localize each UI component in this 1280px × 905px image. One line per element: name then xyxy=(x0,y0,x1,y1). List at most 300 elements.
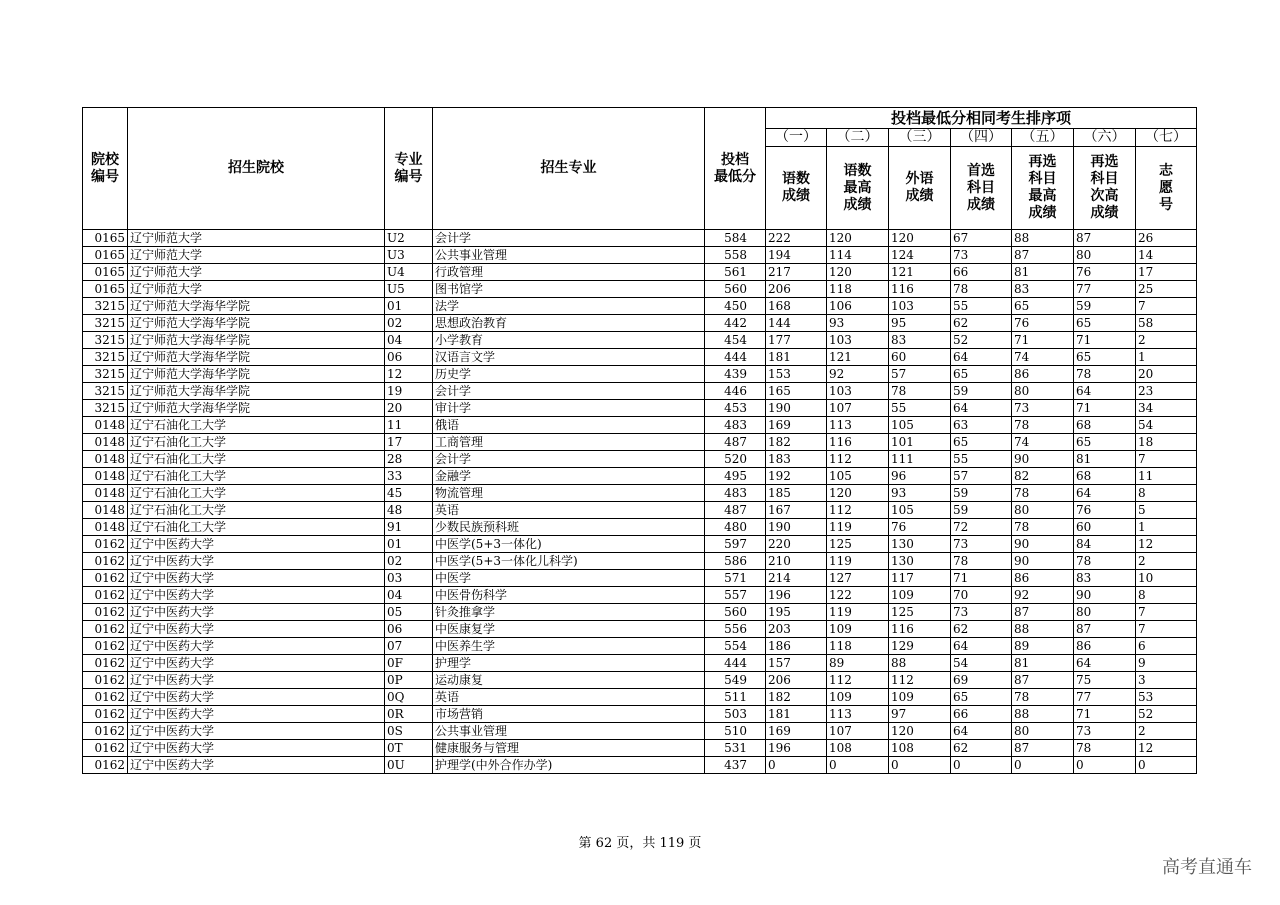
table-header xyxy=(83,108,1197,230)
cell-school: 辽宁石油化工大学 xyxy=(128,468,385,485)
cell-min-score: 560 xyxy=(705,604,766,621)
cell-wish-no: 26 xyxy=(1136,230,1197,247)
cell-score-6: 64 xyxy=(1074,383,1136,400)
cell-wish-no: 23 xyxy=(1136,383,1197,400)
cell-major-code: U2 xyxy=(385,230,433,247)
cell-score-6: 90 xyxy=(1074,587,1136,604)
cell-score-3: 116 xyxy=(889,281,951,298)
cell-score-6: 71 xyxy=(1074,706,1136,723)
cell-score-5: 86 xyxy=(1012,366,1074,383)
cell-min-score: 444 xyxy=(705,349,766,366)
cell-score-6: 78 xyxy=(1074,366,1136,383)
cell-major-code: 0F xyxy=(385,655,433,672)
cell-major: 物流管理 xyxy=(433,485,705,502)
cell-wish-no: 14 xyxy=(1136,247,1197,264)
cell-score-4: 73 xyxy=(951,247,1012,264)
cell-major-code: 04 xyxy=(385,332,433,349)
cell-score-6: 68 xyxy=(1074,417,1136,434)
cell-min-score: 439 xyxy=(705,366,766,383)
cell-score-4: 64 xyxy=(951,638,1012,655)
cell-score-1: 217 xyxy=(766,264,827,281)
cell-school: 辽宁师范大学 xyxy=(128,247,385,264)
cell-score-5: 71 xyxy=(1012,332,1074,349)
cell-school-code: 0148 xyxy=(83,502,128,519)
cell-major-code: 17 xyxy=(385,434,433,451)
cell-min-score: 483 xyxy=(705,417,766,434)
cell-score-1: 169 xyxy=(766,417,827,434)
cell-score-5: 74 xyxy=(1012,349,1074,366)
header-major: 招生专业 xyxy=(433,108,705,230)
table-row xyxy=(83,366,1197,383)
cell-school-code: 0162 xyxy=(83,570,128,587)
cell-major-code: 0U xyxy=(385,757,433,774)
header-major-code-text: 专业 编号 xyxy=(394,151,423,185)
cell-school: 辽宁师范大学 xyxy=(128,264,385,281)
cell-major-code: 03 xyxy=(385,570,433,587)
table-row xyxy=(83,723,1197,740)
cell-score-3: 120 xyxy=(889,723,951,740)
cell-min-score: 480 xyxy=(705,519,766,536)
cell-score-1: 181 xyxy=(766,349,827,366)
cell-school-code: 0162 xyxy=(83,723,128,740)
header-tiebreak-num: （一） xyxy=(766,129,827,147)
cell-score-5: 74 xyxy=(1012,434,1074,451)
cell-school-code: 3215 xyxy=(83,400,128,417)
cell-score-5: 80 xyxy=(1012,383,1074,400)
cell-score-4: 72 xyxy=(951,519,1012,536)
cell-score-4: 62 xyxy=(951,315,1012,332)
cell-min-score: 453 xyxy=(705,400,766,417)
cell-score-3: 93 xyxy=(889,485,951,502)
cell-min-score: 483 xyxy=(705,485,766,502)
table-row xyxy=(83,570,1197,587)
cell-score-5: 73 xyxy=(1012,400,1074,417)
cell-score-4: 69 xyxy=(951,672,1012,689)
cell-wish-no: 52 xyxy=(1136,706,1197,723)
cell-min-score: 520 xyxy=(705,451,766,468)
cell-min-score: 549 xyxy=(705,672,766,689)
cell-score-6: 71 xyxy=(1074,332,1136,349)
cell-major: 会计学 xyxy=(433,451,705,468)
cell-score-1: 168 xyxy=(766,298,827,315)
cell-wish-no: 2 xyxy=(1136,553,1197,570)
cell-wish-no: 53 xyxy=(1136,689,1197,706)
cell-score-6: 83 xyxy=(1074,570,1136,587)
cell-wish-no: 5 xyxy=(1136,502,1197,519)
cell-score-6: 78 xyxy=(1074,553,1136,570)
cell-min-score: 557 xyxy=(705,587,766,604)
cell-score-1: 144 xyxy=(766,315,827,332)
cell-major-code: 07 xyxy=(385,638,433,655)
cell-major: 公共事业管理 xyxy=(433,723,705,740)
cell-wish-no: 11 xyxy=(1136,468,1197,485)
cell-score-3: 78 xyxy=(889,383,951,400)
cell-score-2: 120 xyxy=(827,230,889,247)
cell-score-4: 59 xyxy=(951,383,1012,400)
cell-school: 辽宁石油化工大学 xyxy=(128,417,385,434)
cell-score-6: 60 xyxy=(1074,519,1136,536)
table-row xyxy=(83,349,1197,366)
header-tiebreak-label xyxy=(827,147,889,230)
cell-score-2: 127 xyxy=(827,570,889,587)
cell-min-score: 554 xyxy=(705,638,766,655)
cell-wish-no: 3 xyxy=(1136,672,1197,689)
cell-min-score: 586 xyxy=(705,553,766,570)
table-row xyxy=(83,315,1197,332)
cell-score-5: 65 xyxy=(1012,298,1074,315)
cell-major-code: 33 xyxy=(385,468,433,485)
cell-score-1: 153 xyxy=(766,366,827,383)
cell-score-5: 88 xyxy=(1012,706,1074,723)
cell-score-2: 103 xyxy=(827,332,889,349)
cell-min-score: 561 xyxy=(705,264,766,281)
header-tiebreak-label-text: 语数 成绩 xyxy=(782,171,810,204)
cell-score-4: 59 xyxy=(951,502,1012,519)
cell-score-3: 103 xyxy=(889,298,951,315)
cell-major-code: 19 xyxy=(385,383,433,400)
cell-score-4: 78 xyxy=(951,553,1012,570)
cell-score-3: 95 xyxy=(889,315,951,332)
cell-score-5: 0 xyxy=(1012,757,1074,774)
cell-score-1: 220 xyxy=(766,536,827,553)
cell-score-4: 78 xyxy=(951,281,1012,298)
header-tiebreak-label-text: 志 愿 号 xyxy=(1159,162,1173,213)
cell-major-code: 0P xyxy=(385,672,433,689)
cell-score-4: 65 xyxy=(951,366,1012,383)
table-row xyxy=(83,485,1197,502)
cell-score-5: 89 xyxy=(1012,638,1074,655)
cell-score-1: 222 xyxy=(766,230,827,247)
cell-school: 辽宁中医药大学 xyxy=(128,553,385,570)
cell-min-score: 510 xyxy=(705,723,766,740)
cell-score-3: 105 xyxy=(889,502,951,519)
cell-score-1: 206 xyxy=(766,281,827,298)
cell-school: 辽宁中医药大学 xyxy=(128,570,385,587)
cell-score-3: 121 xyxy=(889,264,951,281)
cell-score-5: 90 xyxy=(1012,553,1074,570)
cell-major-code: 0Q xyxy=(385,689,433,706)
cell-school-code: 0162 xyxy=(83,689,128,706)
header-tiebreak-label xyxy=(1012,147,1074,230)
cell-school: 辽宁石油化工大学 xyxy=(128,502,385,519)
cell-major: 思想政治教育 xyxy=(433,315,705,332)
cell-score-4: 62 xyxy=(951,740,1012,757)
cell-score-1: 203 xyxy=(766,621,827,638)
table-row xyxy=(83,417,1197,434)
cell-score-3: 60 xyxy=(889,349,951,366)
table-row xyxy=(83,383,1197,400)
cell-school-code: 0162 xyxy=(83,587,128,604)
cell-score-6: 64 xyxy=(1074,485,1136,502)
table-row xyxy=(83,434,1197,451)
cell-major: 工商管理 xyxy=(433,434,705,451)
cell-score-3: 120 xyxy=(889,230,951,247)
cell-school: 辽宁中医药大学 xyxy=(128,655,385,672)
table-row xyxy=(83,757,1197,774)
cell-major: 少数民族预科班 xyxy=(433,519,705,536)
cell-score-1: 182 xyxy=(766,434,827,451)
cell-school: 辽宁中医药大学 xyxy=(128,672,385,689)
cell-major-code: 02 xyxy=(385,315,433,332)
cell-score-2: 93 xyxy=(827,315,889,332)
cell-wish-no: 25 xyxy=(1136,281,1197,298)
cell-score-2: 0 xyxy=(827,757,889,774)
cell-score-6: 0 xyxy=(1074,757,1136,774)
cell-score-3: 76 xyxy=(889,519,951,536)
cell-school: 辽宁中医药大学 xyxy=(128,689,385,706)
cell-score-2: 118 xyxy=(827,281,889,298)
cell-score-5: 92 xyxy=(1012,587,1074,604)
cell-score-2: 92 xyxy=(827,366,889,383)
cell-score-2: 103 xyxy=(827,383,889,400)
cell-score-4: 70 xyxy=(951,587,1012,604)
cell-wish-no: 54 xyxy=(1136,417,1197,434)
cell-score-6: 80 xyxy=(1074,604,1136,621)
cell-score-2: 121 xyxy=(827,349,889,366)
cell-score-5: 80 xyxy=(1012,723,1074,740)
cell-score-5: 78 xyxy=(1012,417,1074,434)
cell-major: 公共事业管理 xyxy=(433,247,705,264)
cell-score-2: 119 xyxy=(827,604,889,621)
cell-school-code: 0162 xyxy=(83,706,128,723)
cell-score-1: 177 xyxy=(766,332,827,349)
cell-score-4: 66 xyxy=(951,264,1012,281)
cell-score-6: 87 xyxy=(1074,230,1136,247)
header-tiebreak-num: （五） xyxy=(1012,129,1074,147)
cell-score-4: 67 xyxy=(951,230,1012,247)
cell-school-code: 0162 xyxy=(83,536,128,553)
table-row xyxy=(83,230,1197,247)
cell-school-code: 0162 xyxy=(83,672,128,689)
cell-major: 中医学(5+3一体化儿科学) xyxy=(433,553,705,570)
cell-score-2: 109 xyxy=(827,689,889,706)
cell-school-code: 0148 xyxy=(83,451,128,468)
cell-score-2: 119 xyxy=(827,519,889,536)
cell-school-code: 0148 xyxy=(83,485,128,502)
cell-score-1: 194 xyxy=(766,247,827,264)
cell-major: 金融学 xyxy=(433,468,705,485)
cell-wish-no: 8 xyxy=(1136,485,1197,502)
cell-school-code: 3215 xyxy=(83,332,128,349)
cell-score-5: 82 xyxy=(1012,468,1074,485)
cell-score-2: 107 xyxy=(827,723,889,740)
cell-score-2: 120 xyxy=(827,485,889,502)
cell-major: 市场营销 xyxy=(433,706,705,723)
cell-score-6: 65 xyxy=(1074,349,1136,366)
cell-score-5: 90 xyxy=(1012,536,1074,553)
cell-major: 中医学(5+3一体化) xyxy=(433,536,705,553)
cell-score-6: 84 xyxy=(1074,536,1136,553)
cell-school: 辽宁师范大学海华学院 xyxy=(128,332,385,349)
cell-wish-no: 10 xyxy=(1136,570,1197,587)
cell-school: 辽宁中医药大学 xyxy=(128,604,385,621)
cell-major-code: U5 xyxy=(385,281,433,298)
cell-major-code: 48 xyxy=(385,502,433,519)
cell-min-score: 560 xyxy=(705,281,766,298)
cell-school: 辽宁中医药大学 xyxy=(128,757,385,774)
cell-school: 辽宁中医药大学 xyxy=(128,638,385,655)
cell-major: 图书馆学 xyxy=(433,281,705,298)
cell-score-5: 80 xyxy=(1012,502,1074,519)
cell-school-code: 0148 xyxy=(83,519,128,536)
cell-wish-no: 7 xyxy=(1136,604,1197,621)
cell-score-1: 181 xyxy=(766,706,827,723)
cell-major-code: 0S xyxy=(385,723,433,740)
cell-school-code: 0162 xyxy=(83,740,128,757)
cell-min-score: 571 xyxy=(705,570,766,587)
cell-school: 辽宁师范大学海华学院 xyxy=(128,400,385,417)
cell-score-2: 116 xyxy=(827,434,889,451)
cell-score-2: 89 xyxy=(827,655,889,672)
cell-major-code: 05 xyxy=(385,604,433,621)
cell-score-6: 64 xyxy=(1074,655,1136,672)
cell-score-2: 122 xyxy=(827,587,889,604)
cell-wish-no: 7 xyxy=(1136,451,1197,468)
cell-school: 辽宁石油化工大学 xyxy=(128,451,385,468)
cell-score-6: 80 xyxy=(1074,247,1136,264)
table-row xyxy=(83,604,1197,621)
table-row xyxy=(83,451,1197,468)
cell-major: 俄语 xyxy=(433,417,705,434)
cell-score-2: 119 xyxy=(827,553,889,570)
cell-major-code: 02 xyxy=(385,553,433,570)
cell-school: 辽宁石油化工大学 xyxy=(128,519,385,536)
cell-major: 历史学 xyxy=(433,366,705,383)
table-row xyxy=(83,553,1197,570)
cell-score-6: 78 xyxy=(1074,740,1136,757)
cell-major-code: U3 xyxy=(385,247,433,264)
cell-major-code: 06 xyxy=(385,349,433,366)
cell-major: 汉语言文学 xyxy=(433,349,705,366)
cell-min-score: 444 xyxy=(705,655,766,672)
header-tiebreak-label xyxy=(1136,147,1197,230)
cell-score-5: 88 xyxy=(1012,621,1074,638)
cell-school: 辽宁师范大学海华学院 xyxy=(128,383,385,400)
cell-score-5: 90 xyxy=(1012,451,1074,468)
cell-score-1: 214 xyxy=(766,570,827,587)
cell-school-code: 0162 xyxy=(83,757,128,774)
cell-score-5: 86 xyxy=(1012,570,1074,587)
cell-school: 辽宁师范大学海华学院 xyxy=(128,349,385,366)
table-row xyxy=(83,587,1197,604)
cell-school: 辽宁中医药大学 xyxy=(128,740,385,757)
cell-score-5: 87 xyxy=(1012,604,1074,621)
cell-score-4: 64 xyxy=(951,400,1012,417)
cell-major-code: 0R xyxy=(385,706,433,723)
cell-score-2: 113 xyxy=(827,706,889,723)
cell-school: 辽宁中医药大学 xyxy=(128,706,385,723)
cell-score-1: 0 xyxy=(766,757,827,774)
cell-score-1: 190 xyxy=(766,400,827,417)
cell-school-code: 0165 xyxy=(83,281,128,298)
cell-major: 法学 xyxy=(433,298,705,315)
cell-wish-no: 6 xyxy=(1136,638,1197,655)
cell-major-code: 01 xyxy=(385,536,433,553)
cell-wish-no: 8 xyxy=(1136,587,1197,604)
cell-score-5: 87 xyxy=(1012,247,1074,264)
cell-score-3: 117 xyxy=(889,570,951,587)
cell-major: 行政管理 xyxy=(433,264,705,281)
table-body xyxy=(83,230,1197,774)
cell-score-4: 71 xyxy=(951,570,1012,587)
header-school-code-text: 院校 编号 xyxy=(91,151,119,185)
cell-score-5: 78 xyxy=(1012,689,1074,706)
header-tiebreak-label xyxy=(889,147,951,230)
header-min-score xyxy=(705,108,766,230)
cell-score-1: 190 xyxy=(766,519,827,536)
cell-score-3: 96 xyxy=(889,468,951,485)
cell-major-code: 91 xyxy=(385,519,433,536)
cell-score-1: 165 xyxy=(766,383,827,400)
cell-score-3: 116 xyxy=(889,621,951,638)
cell-score-4: 55 xyxy=(951,451,1012,468)
cell-score-1: 169 xyxy=(766,723,827,740)
cell-score-1: 192 xyxy=(766,468,827,485)
cell-major: 会计学 xyxy=(433,230,705,247)
cell-min-score: 454 xyxy=(705,332,766,349)
cell-score-4: 66 xyxy=(951,706,1012,723)
cell-school-code: 0162 xyxy=(83,621,128,638)
cell-major-code: 20 xyxy=(385,400,433,417)
cell-school-code: 3215 xyxy=(83,315,128,332)
cell-score-2: 112 xyxy=(827,502,889,519)
cell-score-4: 62 xyxy=(951,621,1012,638)
cell-wish-no: 0 xyxy=(1136,757,1197,774)
cell-min-score: 487 xyxy=(705,502,766,519)
cell-score-5: 81 xyxy=(1012,655,1074,672)
cell-major: 中医康复学 xyxy=(433,621,705,638)
cell-score-6: 65 xyxy=(1074,315,1136,332)
cell-wish-no: 9 xyxy=(1136,655,1197,672)
cell-min-score: 597 xyxy=(705,536,766,553)
table-row xyxy=(83,264,1197,281)
cell-major-code: 04 xyxy=(385,587,433,604)
cell-major: 运动康复 xyxy=(433,672,705,689)
cell-score-3: 97 xyxy=(889,706,951,723)
cell-score-2: 107 xyxy=(827,400,889,417)
cell-min-score: 558 xyxy=(705,247,766,264)
cell-score-6: 68 xyxy=(1074,468,1136,485)
cell-score-6: 81 xyxy=(1074,451,1136,468)
cell-score-4: 65 xyxy=(951,689,1012,706)
table-row xyxy=(83,740,1197,757)
cell-major: 中医骨伤科学 xyxy=(433,587,705,604)
cell-score-4: 0 xyxy=(951,757,1012,774)
cell-min-score: 442 xyxy=(705,315,766,332)
cell-score-3: 129 xyxy=(889,638,951,655)
cell-score-3: 111 xyxy=(889,451,951,468)
cell-score-4: 59 xyxy=(951,485,1012,502)
table-row xyxy=(83,468,1197,485)
cell-score-1: 186 xyxy=(766,638,827,655)
cell-major-code: U4 xyxy=(385,264,433,281)
cell-school: 辽宁师范大学 xyxy=(128,230,385,247)
cell-wish-no: 1 xyxy=(1136,519,1197,536)
table-row xyxy=(83,536,1197,553)
cell-major: 英语 xyxy=(433,689,705,706)
cell-score-3: 130 xyxy=(889,553,951,570)
cell-major-code: 28 xyxy=(385,451,433,468)
cell-major-code: 01 xyxy=(385,298,433,315)
cell-min-score: 495 xyxy=(705,468,766,485)
cell-wish-no: 17 xyxy=(1136,264,1197,281)
cell-school: 辽宁石油化工大学 xyxy=(128,434,385,451)
cell-score-5: 78 xyxy=(1012,485,1074,502)
cell-school: 辽宁中医药大学 xyxy=(128,621,385,638)
header-school-code xyxy=(83,108,128,230)
cell-school-code: 3215 xyxy=(83,383,128,400)
cell-school: 辽宁石油化工大学 xyxy=(128,485,385,502)
